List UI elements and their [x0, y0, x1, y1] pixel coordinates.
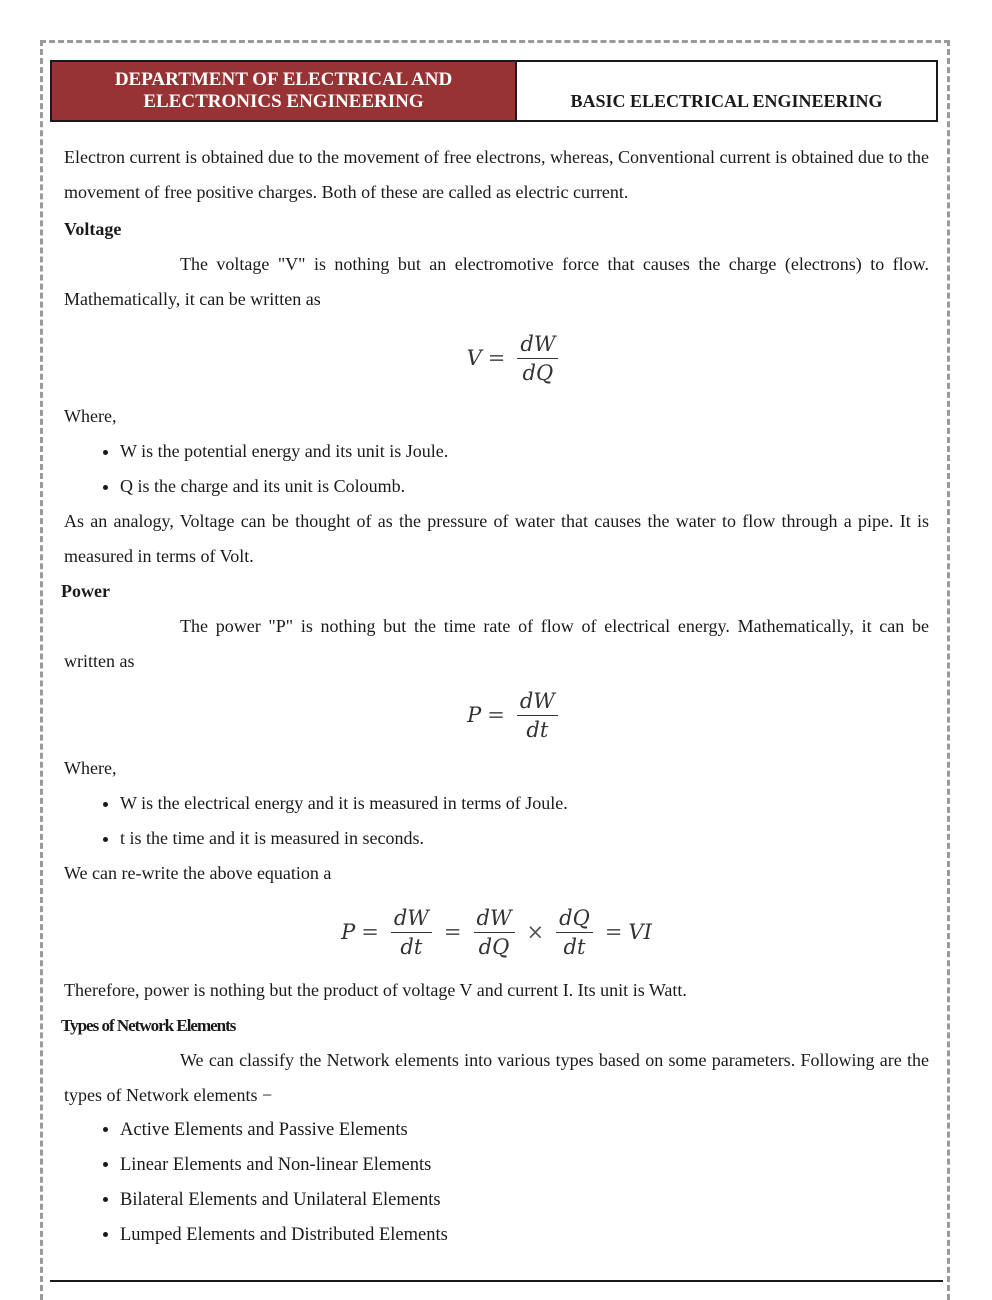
- eq-times: ×: [526, 920, 545, 944]
- list-item: • Active Elements and Passive Elements: [120, 1113, 929, 1148]
- network-paragraph: We can classify the Network elements into various types based on some parameters. Following are the types of Network elements −: [64, 1050, 929, 1105]
- rewrite-paragraph: We can re-write the above equation a: [64, 863, 332, 883]
- eq-equals: =: [487, 703, 505, 727]
- eq-lhs: P: [341, 920, 356, 944]
- power-equation: [64, 679, 929, 751]
- eq-equals: =: [443, 920, 462, 944]
- numerator: dW: [517, 689, 558, 716]
- eq-lhs: P: [467, 703, 482, 727]
- list-item: • Bilateral Elements and Unilateral Elements: [120, 1183, 929, 1218]
- eq-equals: =: [604, 920, 623, 944]
- numerator: dQ: [556, 906, 593, 933]
- course-title: BASIC ELECTRICAL ENGINEERING: [570, 91, 883, 111]
- voltage-equation: [64, 317, 929, 399]
- fraction: [517, 332, 558, 385]
- voltage-heading: Voltage: [64, 219, 122, 239]
- network-heading: Types of Network Elements: [61, 1016, 236, 1035]
- denominator: dQ: [522, 360, 554, 385]
- power-heading: Power: [61, 581, 110, 601]
- course-title-box: [517, 62, 936, 120]
- voltage-paragraph: The voltage "V" is nothing but an electromotive force that causes the charge (electrons) to flow. Mathematically, it can be written as: [64, 254, 929, 309]
- department-line-1: DEPARTMENT OF ELECTRICAL AND: [114, 69, 453, 90]
- page-header: [50, 60, 938, 122]
- list-item: • t is the time and it is measured in seconds.: [120, 821, 929, 856]
- power-bullets: [64, 786, 929, 856]
- power-conclusion: Therefore, power is nothing but the product of voltage V and current I. Its unit is Watt.: [64, 980, 687, 1000]
- list-item: • Linear Elements and Non-linear Elements: [120, 1148, 929, 1183]
- network-bullets: [64, 1113, 929, 1253]
- power-expanded-equation: [64, 891, 929, 973]
- eq-equals: =: [361, 920, 379, 944]
- list-item: • W is the potential energy and its unit is Joule.: [120, 434, 929, 469]
- denominator: dt: [400, 934, 423, 959]
- analogy-paragraph: As an analogy, Voltage can be thought of as the pressure of water that causes the water to flow through a pipe. It is measured in terms of Volt.: [64, 511, 929, 566]
- fraction: [517, 689, 558, 742]
- denominator: dQ: [478, 934, 510, 959]
- eq-equals: =: [487, 346, 506, 370]
- intro-paragraph: Electron current is obtained due to the movement of free electrons, whereas, Conventional current is obtained due to the movement of free positive charges. Both of these are called as electric current.: [64, 147, 929, 202]
- footer-divider: [50, 1280, 943, 1282]
- eq-lhs: V: [466, 346, 482, 370]
- list-item: • W is the electrical energy and it is measured in terms of Joule.: [120, 786, 929, 821]
- fraction: [474, 906, 515, 959]
- fraction: [391, 906, 432, 959]
- document-body: [61, 140, 929, 1253]
- list-item: • Q is the charge and its unit is Coloumb.: [120, 469, 929, 504]
- department-line-2: ELECTRONICS ENGINEERING: [143, 91, 424, 112]
- voltage-bullets: [64, 434, 929, 504]
- numerator: dW: [391, 906, 432, 933]
- department-banner: [52, 62, 517, 120]
- numerator: dW: [474, 906, 515, 933]
- where-label: Where,: [64, 406, 117, 426]
- denominator: dt: [526, 717, 549, 742]
- numerator: dW: [517, 332, 558, 359]
- power-paragraph: The power "P" is nothing but the time rate of flow of electrical energy. Mathematically, it can be written as: [64, 616, 929, 671]
- where-label: Where,: [64, 758, 117, 778]
- denominator: dt: [563, 934, 586, 959]
- list-item: • Lumped Elements and Distributed Elements: [120, 1218, 929, 1253]
- fraction: [556, 906, 593, 959]
- eq-rhs: VI: [628, 920, 652, 944]
